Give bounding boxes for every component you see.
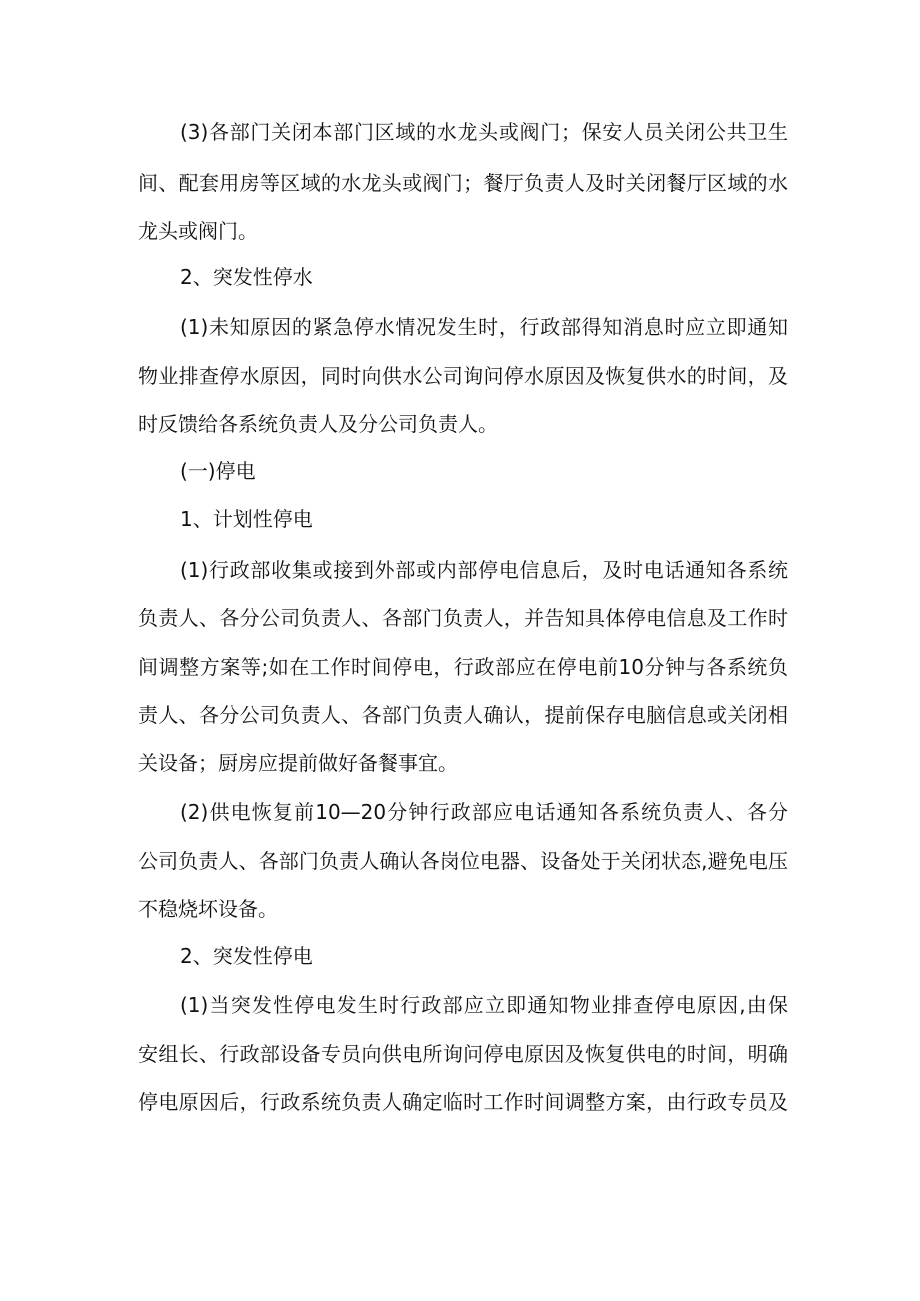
paragraph-line: 时反馈给各系统负责人及分公司负责人。 — [138, 412, 498, 436]
paragraph-line: (1)当突发性停电发生时行政部应立即通知物业排查停电原因,由保 — [180, 993, 788, 1017]
paragraph-line: (1)未知原因的紧急停水情况发生时，行政部得知消息时应立即通知 — [180, 315, 788, 339]
paragraph-line: 不稳烧坏设备。 — [138, 897, 278, 921]
paragraph-line: 间调整方案等;如在工作时间停电，行政部应在停电前10分钟与各系统负 — [138, 655, 788, 679]
section-heading: (一)停电 — [180, 459, 256, 483]
paragraph-line: 负责人、各分公司负责人、各部门负责人，并告知具体停电信息及工作时 — [138, 606, 788, 630]
paragraph-line: 公司负责人、各部门负责人确认各岗位电器、设备处于关闭状态,避免电压 — [138, 849, 788, 873]
paragraph-line: 间、配套用房等区域的水龙头或阀门；餐厅负责人及时关闭餐厅区域的水 — [138, 171, 788, 195]
paragraph-line: 物业排查停水原因，同时向供水公司询问停水原因及恢复供水的时间，及 — [138, 364, 788, 388]
section-heading: 2、突发性停电 — [180, 944, 313, 968]
section-heading: 2、突发性停水 — [180, 265, 313, 289]
paragraph-line: 龙头或阀门。 — [138, 219, 258, 243]
paragraph-line: 安组长、行政部设备专员向供电所询问停电原因及恢复供电的时间，明确 — [138, 1042, 788, 1066]
paragraph-line: 停电原因后，行政系统负责人确定临时工作时间调整方案，由行政专员及 — [138, 1090, 788, 1114]
section-heading: 1、计划性停电 — [180, 507, 313, 531]
paragraph-line: (3)各部门关闭本部门区域的水龙头或阀门；保安人员关闭公共卫生 — [180, 120, 788, 144]
paragraph-line: (2)供电恢复前10—20分钟行政部应电话通知各系统负责人、各分 — [180, 800, 788, 824]
paragraph-line: (1)行政部收集或接到外部或内部停电信息后，及时电话通知各系统 — [180, 558, 788, 582]
paragraph-line: 责人、各分公司负责人、各部门负责人确认，提前保存电脑信息或关闭相 — [138, 703, 788, 727]
paragraph-line: 关设备；厨房应提前做好备餐事宜。 — [138, 751, 458, 775]
